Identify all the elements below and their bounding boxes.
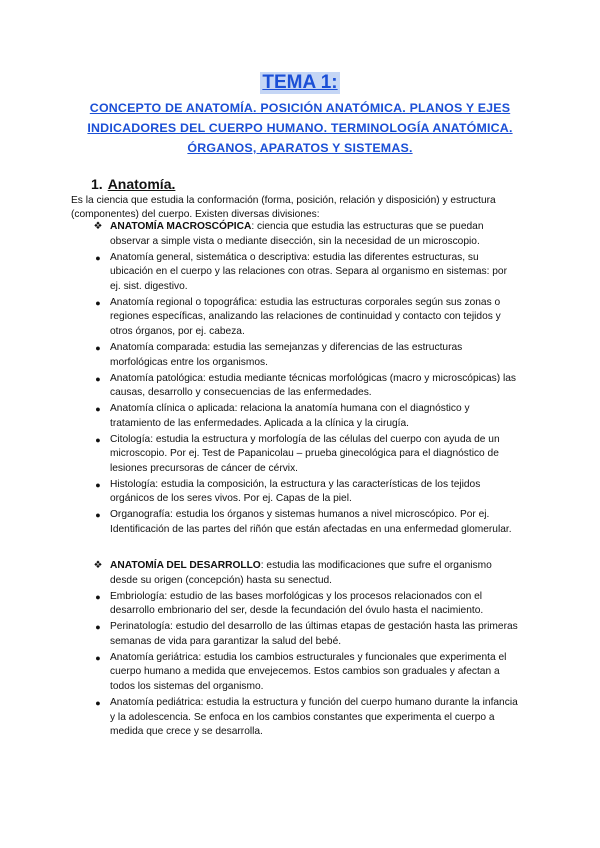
- bullet-icon: ●: [95, 404, 101, 415]
- bullet-icon: ●: [95, 434, 101, 445]
- list-item: [0, 296, 600, 340]
- list-item: [0, 620, 600, 649]
- list-item-text: Embriología: estudio de las bases morfológicas y los procesos relacionados con el desarrollo embrionario del ser, desde la fecundación del óvulo hasta el nacimiento.: [110, 590, 484, 617]
- bullet-icon: ●: [95, 479, 101, 490]
- list-item-text: Anatomía general, sistemática o descriptiva: estudia las diferentes estructuras, su ubicación en el cuerpo y las relaciones con otras. Separa al organismo en sistemas: por ej. sist. digestivo.: [110, 251, 507, 292]
- list-item-macro-lead: [0, 220, 600, 249]
- list-item: [0, 433, 600, 477]
- section-title: Anatomía.: [107, 176, 176, 192]
- list-item-desarrollo-lead: [0, 559, 600, 588]
- section-intro: Es la ciencia que estudia la conformación (forma, posición, relación y disposición) y estructura (componentes) del cuerpo. Existen diversas divisiones:: [71, 195, 496, 220]
- section-heading: [91, 175, 175, 193]
- list-item: [0, 402, 600, 431]
- list-item-text: Organografía: estudia los órganos y sistemas humanos a nivel microscópico. Por ej. Identificación de las partes del riñón que están afectadas en una enfermedad glomerular.: [110, 509, 512, 535]
- list-item-text: Anatomía regional o topográfica: estudia las estructuras corporales según sus zonas o regiones específicas, analizando las relaciones de continuidad y contacto con tejidos y otros órganos, por ej. cabeza.: [110, 296, 501, 337]
- bullet-icon: ●: [95, 252, 101, 263]
- list-item-text: Anatomía patológica: estudia mediante técnicas morfológicas (macro y microscópicas) las causas, desarrollo y consecuencias de las enfermedades.: [110, 372, 516, 399]
- list-item-text: Anatomía geriátrica: estudia los cambios estructurales y funcionales que experimenta el cuerpo humano a medida que envejecemos. Estos cambios son graduales y afectan a todos los sistemas del organismo.: [110, 651, 507, 692]
- list-item: [0, 341, 600, 370]
- bullet-icon: ●: [95, 373, 101, 384]
- macro-lead-text: : ciencia que estudia las estructuras que se puedan observar a simple vista o mediante disección, sin la necesidad de un microscopio.: [110, 221, 484, 247]
- macro-lead-bold: ANATOMÍA MACROSCÓPICA: [110, 221, 252, 232]
- list-item-text: Anatomía comparada: estudia las semejanzas y diferencias de las estructuras morfológicas entre los organismos.: [110, 341, 463, 368]
- title-container: [0, 72, 600, 94]
- desarrollo-lead-bold: ANATOMÍA DEL DESARROLLO: [110, 560, 261, 571]
- list-item: [0, 590, 600, 619]
- bullet-icon: ●: [95, 591, 101, 602]
- bullet-icon: ●: [95, 652, 101, 663]
- bullet-icon: ●: [95, 697, 101, 708]
- bullet-icon: ●: [95, 342, 101, 353]
- list-item: [0, 251, 600, 295]
- diamond-bullet-icon: ❖: [93, 560, 103, 571]
- bullet-icon: ●: [95, 510, 101, 521]
- desarrollo-list: [0, 559, 600, 741]
- list-item-text: Citología: estudia la estructura y morfología de las células del cuerpo con ayuda de un microscopio. Por ej. Test de Papanicolau – prueba ginecológica para el diagnóstico de lesiones precursoras de cáncer de cérvix.: [110, 433, 500, 474]
- list-item: [0, 651, 600, 695]
- bullet-icon: ●: [95, 622, 101, 633]
- list-item: [0, 696, 600, 740]
- macro-list: [0, 220, 600, 539]
- diamond-bullet-icon: ❖: [93, 221, 103, 232]
- bullet-icon: ●: [95, 297, 101, 308]
- document-subtitle: CONCEPTO DE ANATOMÍA. POSICIÓN ANATÓMICA. PLANOS Y EJES INDICADORES DEL CUERPO HUMANO. TERMINOLOGÍA ANATÓMICA. ÓRGANOS, APARATOS Y SISTEMAS.: [87, 101, 513, 155]
- list-item-text: Anatomía pediátrica: estudia la estructura y función del cuerpo humano durante la infancia y la adolescencia. Se enfoca en los cambios constantes que experimenta el cuerpo a medida que crece y se desarrolla.: [110, 696, 518, 738]
- list-item: [0, 478, 600, 507]
- section-number: 1.: [91, 176, 103, 192]
- list-item-text: Anatomía clínica o aplicada: relaciona la anatomía humana con el diagnóstico y tratamiento de las enfermedades. Aplicada a la clínica y la cirugía.: [110, 403, 470, 429]
- list-item: [0, 372, 600, 401]
- list-item-text: Perinatología: estudio del desarrollo de las últimas etapas de gestación hasta las primeras semanas de vida para garantizar la salud del bebé.: [110, 621, 518, 647]
- list-item-text: Histología: estudia la composición, la estructura y las características de los tejidos orgánicos de los seres vivos. Por ej. Capas de la piel.: [110, 478, 481, 505]
- list-item: [0, 508, 600, 537]
- document-title: TEMA 1:: [262, 72, 338, 93]
- desarrollo-lead-text: : estudia las modificaciones que sufre el organismo desde su origen (concepción) hasta su senectud.: [110, 560, 492, 586]
